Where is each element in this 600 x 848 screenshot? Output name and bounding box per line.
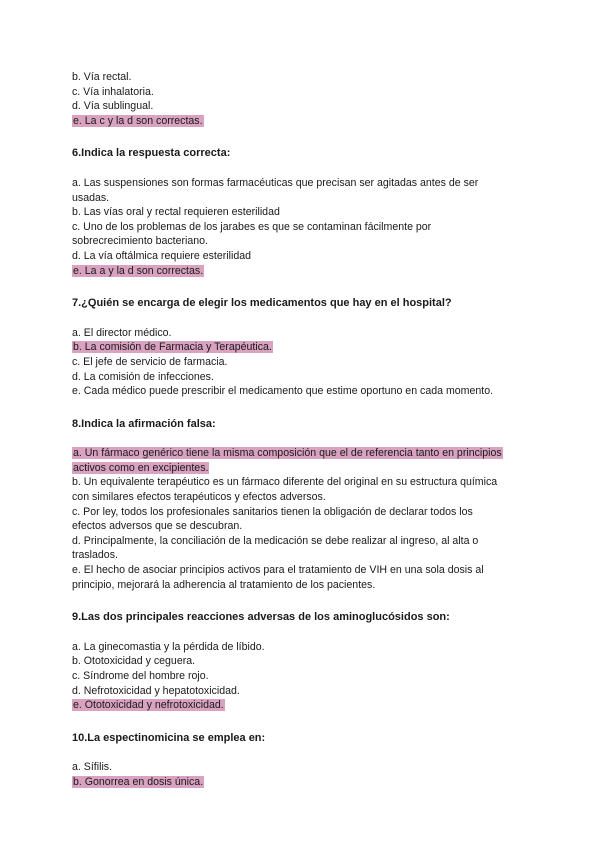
option-line	[72, 775, 532, 790]
highlighted-answer: a. Un fármaco genérico tiene la misma composición que el de referencia tanto en principios	[73, 447, 502, 460]
question-title: 9.Las dos principales reacciones adversas de los aminoglucósidos son:	[72, 611, 450, 624]
option-line: e. El hecho de asociar principios activos para el tratamiento de VIH en una sola dosis al	[72, 564, 484, 577]
question-title: 8.Indica la afirmación falsa:	[72, 417, 216, 430]
option-line: c. Por ley, todos los profesionales sanitarios tienen la obligación de declarar todos los	[72, 505, 473, 518]
option-line	[72, 114, 532, 129]
option-line	[72, 340, 532, 355]
option-line: c. Síndrome del hombre rojo.	[72, 670, 209, 682]
option-line: a. Las suspensiones son formas farmacéuticas que precisan ser agitadas antes de ser	[72, 176, 479, 189]
option-line	[72, 461, 532, 476]
option-line: sobrecrecimiento bacteriano.	[72, 235, 209, 248]
question-title: 7.¿Quién se encarga de elegir los medicamentos que hay en el hospital?	[72, 297, 452, 310]
option-line: traslados.	[72, 549, 118, 562]
option-line: a. Sífilis.	[72, 761, 113, 774]
highlighted-answer: activos como en excipientes.	[73, 461, 209, 474]
document-page	[72, 70, 532, 790]
option-line	[72, 446, 532, 461]
option-line: d. La comisión de infecciones.	[72, 370, 214, 383]
highlighted-answer: b. La comisión de Farmacia y Terapéutica.	[73, 341, 272, 354]
highlighted-answer: b. Gonorrea en dosis única.	[73, 775, 204, 788]
option-line	[72, 698, 532, 713]
option-line: a. La ginecomastia y la pérdida de líbido.	[72, 640, 265, 653]
option-line: principio, mejorará la adherencia al tratamiento de los pacientes.	[72, 578, 376, 591]
option-line: efectos adversos que se descubran.	[72, 520, 243, 533]
option-line: usadas.	[72, 191, 110, 204]
option-line: c. Vía inhalatoria.	[72, 85, 154, 98]
option-line: e. Cada médico puede prescribir el medicamento que estime oportuno en cada momento.	[72, 385, 494, 398]
option-line: b. Las vías oral y rectal requieren esterilidad	[72, 206, 280, 219]
option-line: c. El jefe de servicio de farmacia.	[72, 355, 228, 368]
prev-question-options	[72, 70, 532, 128]
option-line: b. Ototoxicidad y ceguera.	[72, 655, 196, 668]
question-6	[72, 146, 532, 278]
question-7	[72, 296, 532, 399]
option-line: a. El director médico.	[72, 326, 172, 339]
highlighted-answer: e. La a y la d son correctas.	[73, 264, 204, 277]
option-line: d. Vía sublingual.	[72, 100, 154, 113]
option-line: d. Principalmente, la conciliación de la medicación se debe realizar al ingreso, al alta o	[72, 534, 479, 547]
question-9	[72, 610, 532, 713]
question-title: 6.Indica la respuesta correcta:	[72, 147, 231, 160]
option-line	[72, 264, 532, 279]
question-8	[72, 417, 532, 593]
highlighted-answer: e. Ototoxicidad y nefrotoxicidad.	[73, 699, 224, 712]
question-10	[72, 731, 532, 790]
option-line: d. La vía oftálmica requiere esterilidad	[72, 249, 252, 262]
highlighted-answer: e. La c y la d son correctas.	[73, 114, 203, 127]
option-line: c. Uno de los problemas de los jarabes es que se contaminan fácilmente por	[72, 220, 432, 233]
option-line: b. Un equivalente terapéutico es un fármaco diferente del original en su estructura química	[72, 476, 498, 489]
option-line: d. Nefrotoxicidad y hepatotoxicidad.	[72, 684, 240, 697]
option-line: con similares efectos terapéuticos y efectos adversos.	[72, 491, 326, 504]
question-title: 10.La espectinomicina se emplea en:	[72, 731, 266, 744]
option-line: b. Vía rectal.	[72, 71, 132, 83]
